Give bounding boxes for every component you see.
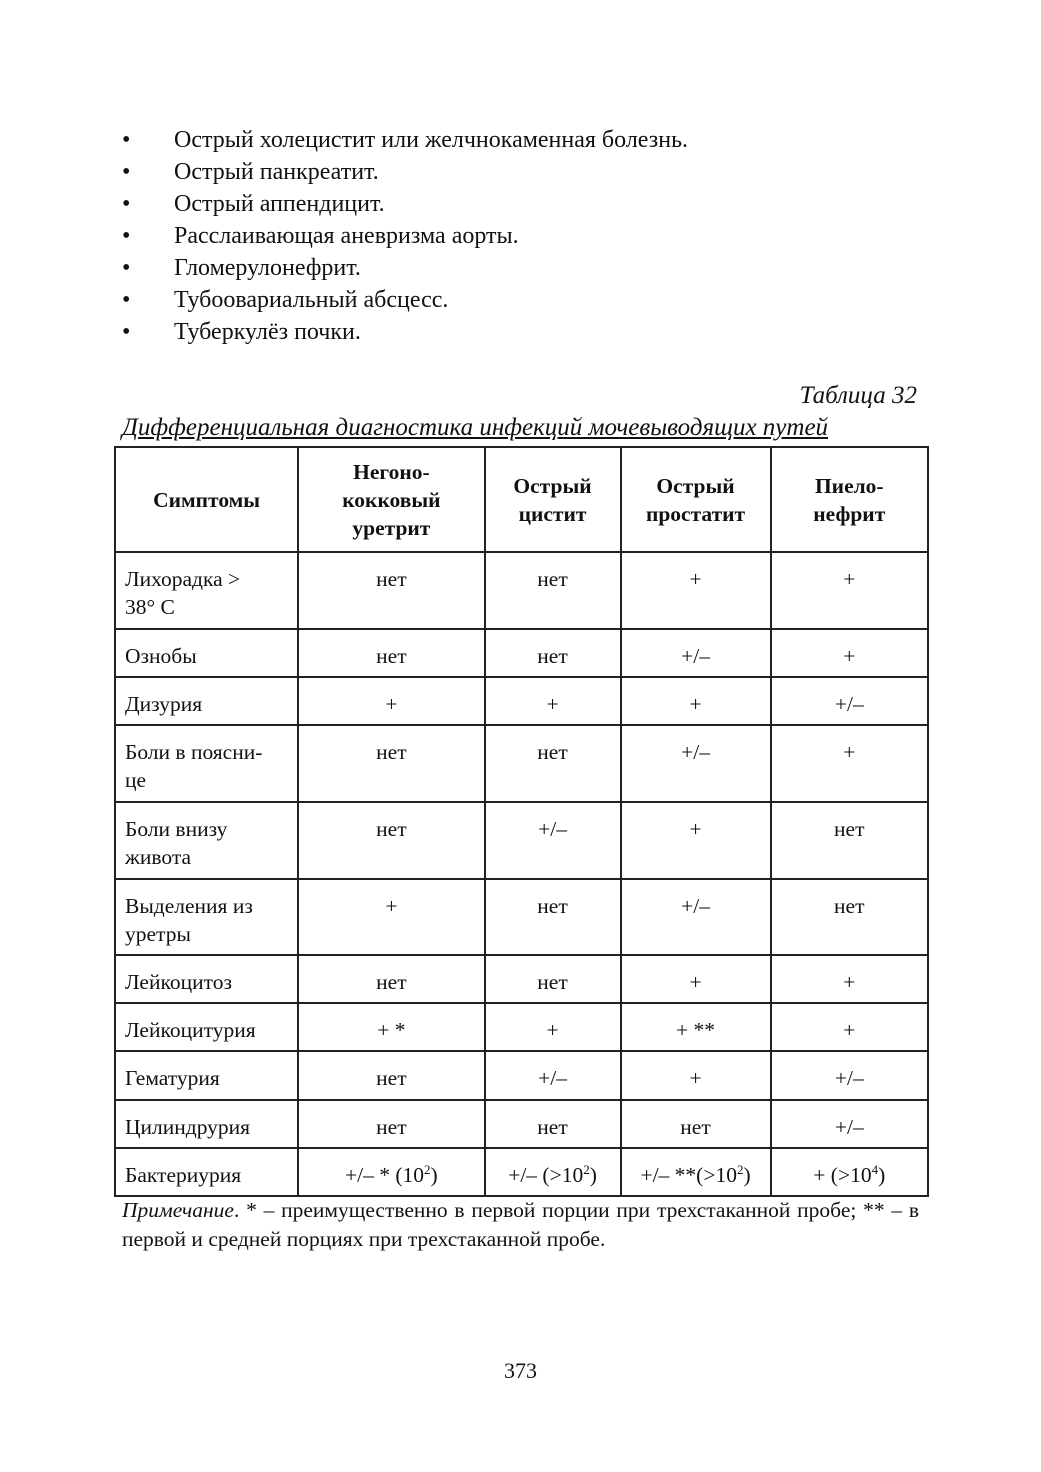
value-cell bbox=[298, 1148, 484, 1196]
symptom-line: Лихорадка > bbox=[125, 567, 241, 591]
value-cell: + bbox=[298, 879, 484, 955]
value-cell: + bbox=[771, 629, 928, 677]
value-cell: +/– bbox=[621, 879, 771, 955]
value-cell: +/– bbox=[485, 802, 621, 879]
bullet-marker: • bbox=[122, 223, 131, 249]
symptom-line: Боли внизу bbox=[125, 817, 228, 841]
bullet-marker: • bbox=[122, 287, 131, 313]
diagnosis-table bbox=[114, 446, 929, 1197]
value-cell: нет bbox=[485, 552, 621, 629]
list-item-text: Острый аппендицит. bbox=[174, 191, 385, 217]
table-row bbox=[115, 677, 928, 725]
value-cell: + bbox=[771, 552, 928, 629]
value-cell: +/– bbox=[621, 725, 771, 802]
value-cell: нет bbox=[298, 629, 484, 677]
symptom-line: живота bbox=[125, 845, 192, 869]
superscript: 2 bbox=[424, 1162, 431, 1177]
symptom-line: уретры bbox=[125, 922, 191, 946]
header-symptoms: Симптомы bbox=[115, 447, 298, 552]
table-row bbox=[115, 802, 928, 879]
symptom-cell bbox=[115, 802, 298, 879]
table-row bbox=[115, 629, 928, 677]
table-row bbox=[115, 552, 928, 629]
value-text: ) bbox=[589, 1163, 597, 1187]
value-text: ) bbox=[430, 1163, 438, 1187]
header-prostatitis bbox=[621, 447, 771, 552]
list-item bbox=[122, 252, 688, 284]
list-item-text: Тубоовариальный абсцесс. bbox=[174, 287, 449, 313]
value-cell: + bbox=[771, 725, 928, 802]
value-cell bbox=[621, 1148, 771, 1196]
table-row bbox=[115, 725, 928, 802]
value-cell: + bbox=[621, 677, 771, 725]
value-cell: нет bbox=[298, 725, 484, 802]
value-cell: + bbox=[771, 955, 928, 1003]
value-cell: +/– bbox=[771, 677, 928, 725]
value-cell: + bbox=[621, 802, 771, 879]
symptom-line: 38° С bbox=[125, 595, 175, 619]
value-cell: + * bbox=[298, 1003, 484, 1051]
symptom-cell: Лейкоцитурия bbox=[115, 1003, 298, 1051]
list-item-text: Острый холецистит или желчнокаменная болезнь. bbox=[174, 127, 689, 153]
bullet-marker: • bbox=[122, 127, 131, 153]
table-note bbox=[122, 1196, 919, 1254]
header-line: Острый bbox=[513, 473, 592, 498]
value-text: + (>10 bbox=[813, 1163, 872, 1187]
value-cell: нет bbox=[298, 1100, 484, 1148]
note-label: Примечание bbox=[122, 1198, 234, 1222]
value-cell: + bbox=[621, 955, 771, 1003]
symptom-cell: Ознобы bbox=[115, 629, 298, 677]
page-number: 373 bbox=[504, 1358, 537, 1383]
header-urethritis bbox=[298, 447, 484, 552]
value-cell bbox=[771, 1148, 928, 1196]
list-item bbox=[122, 124, 688, 156]
list-item-text: Расслаивающая аневризма аорты. bbox=[174, 223, 519, 249]
value-cell: нет bbox=[298, 802, 484, 879]
value-cell: нет bbox=[485, 955, 621, 1003]
symptom-cell: Цилиндрурия bbox=[115, 1100, 298, 1148]
table-number: Таблица 32 bbox=[799, 382, 917, 409]
value-cell: нет bbox=[485, 879, 621, 955]
table-row bbox=[115, 1100, 928, 1148]
list-item-text: Туберкулёз почки. bbox=[174, 319, 361, 345]
value-cell: нет bbox=[485, 629, 621, 677]
value-cell: + bbox=[771, 1003, 928, 1051]
symptom-line: Боли в поясни- bbox=[125, 740, 263, 764]
header-line: кокковый bbox=[342, 487, 441, 512]
value-cell: + bbox=[298, 677, 484, 725]
symptom-cell bbox=[115, 725, 298, 802]
value-cell: +/– bbox=[485, 1051, 621, 1100]
value-cell: нет bbox=[621, 1100, 771, 1148]
value-cell: нет bbox=[485, 1100, 621, 1148]
list-item bbox=[122, 220, 688, 252]
value-text: +/– * (10 bbox=[345, 1163, 425, 1187]
symptom-line: це bbox=[125, 768, 147, 792]
superscript: 4 bbox=[871, 1162, 879, 1177]
value-text: ) bbox=[878, 1163, 886, 1187]
table-row bbox=[115, 1003, 928, 1051]
bullet-marker: • bbox=[122, 319, 131, 345]
symptom-line: Выделения из bbox=[125, 894, 253, 918]
list-item bbox=[122, 188, 688, 220]
header-line: Пиело- bbox=[814, 473, 884, 498]
note-text: . * – преимущественно в первой порции при трехстаканной пробе; ** – в первой и средней порциях при трехстаканной пробе. bbox=[122, 1198, 919, 1251]
value-cell: + bbox=[621, 1051, 771, 1100]
table-row bbox=[115, 1148, 928, 1196]
value-cell: + bbox=[485, 677, 621, 725]
list-item bbox=[122, 284, 688, 316]
table-row bbox=[115, 879, 928, 955]
value-cell: нет bbox=[298, 1051, 484, 1100]
list-item-text: Гломерулонефрит. bbox=[174, 255, 361, 281]
superscript: 2 bbox=[736, 1162, 744, 1177]
symptom-cell: Бактериурия bbox=[115, 1148, 298, 1196]
symptom-cell: Гематурия bbox=[115, 1051, 298, 1100]
bullet-marker: • bbox=[122, 255, 131, 281]
value-cell bbox=[485, 1148, 621, 1196]
symptom-cell bbox=[115, 879, 298, 955]
table-title: Дифференциальная диагностика инфекций мочевыводящих путей bbox=[122, 414, 829, 441]
header-line: уретрит bbox=[352, 515, 431, 540]
header-line: Негоно- bbox=[353, 459, 430, 484]
value-cell: нет bbox=[298, 955, 484, 1003]
symptom-cell: Дизурия bbox=[115, 677, 298, 725]
header-cystitis bbox=[485, 447, 621, 552]
bullet-marker: • bbox=[122, 191, 131, 217]
list-item bbox=[122, 316, 688, 348]
bullet-list bbox=[122, 124, 688, 348]
value-text: +/– (>10 bbox=[508, 1163, 584, 1187]
header-line: Острый bbox=[656, 473, 735, 498]
header-pyelonephritis bbox=[771, 447, 928, 552]
value-cell: нет bbox=[771, 802, 928, 879]
value-text: ) bbox=[743, 1163, 751, 1187]
value-cell: + bbox=[485, 1003, 621, 1051]
superscript: 2 bbox=[583, 1162, 590, 1177]
value-cell: + ** bbox=[621, 1003, 771, 1051]
value-cell: +/– bbox=[621, 629, 771, 677]
symptom-cell: Лейкоцитоз bbox=[115, 955, 298, 1003]
list-item-text: Острый панкреатит. bbox=[174, 159, 379, 185]
table-row bbox=[115, 1051, 928, 1100]
header-line: цистит bbox=[518, 501, 587, 526]
list-item bbox=[122, 156, 688, 188]
bullet-marker: • bbox=[122, 159, 131, 185]
value-cell: +/– bbox=[771, 1100, 928, 1148]
symptom-cell bbox=[115, 552, 298, 629]
header-line: простатит bbox=[645, 501, 746, 526]
header-line: нефрит bbox=[813, 501, 886, 526]
value-cell: нет bbox=[298, 552, 484, 629]
value-cell: + bbox=[621, 552, 771, 629]
value-text: +/– **(>10 bbox=[640, 1163, 737, 1187]
table-row bbox=[115, 955, 928, 1003]
value-cell: нет bbox=[771, 879, 928, 955]
table-header-row bbox=[115, 447, 928, 552]
value-cell: +/– bbox=[771, 1051, 928, 1100]
value-cell: нет bbox=[485, 725, 621, 802]
